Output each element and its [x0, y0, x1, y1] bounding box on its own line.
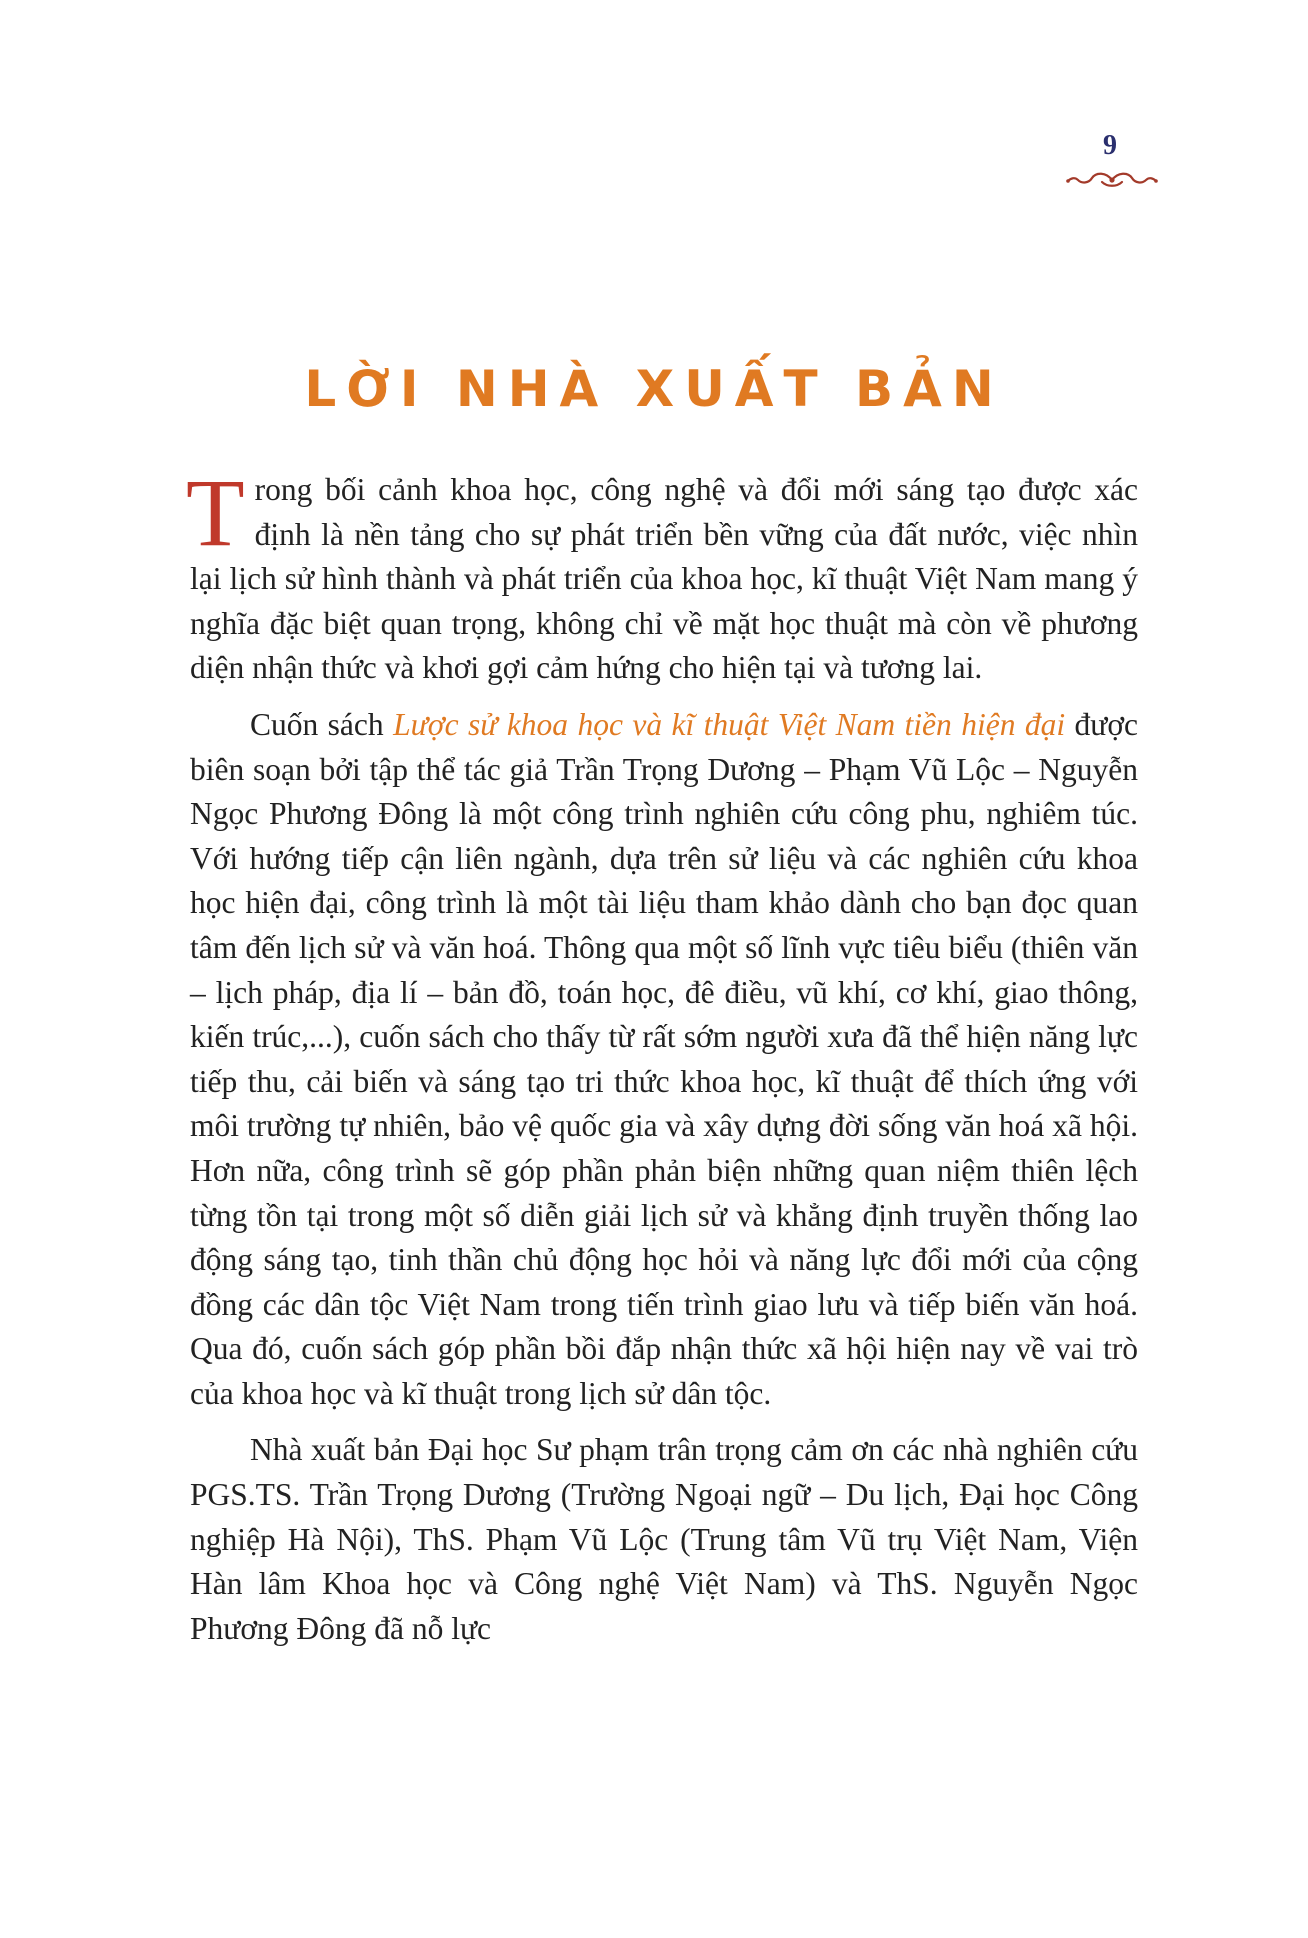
page-number: 9	[1103, 130, 1117, 161]
flourish-ornament-icon	[1062, 168, 1162, 192]
paragraph-lead: Cuốn sách	[250, 706, 394, 742]
paragraph-book-description-text: được biên soạn bởi tập thể tác giả Trần Trọng Dương – Phạm Vũ Lộc – Nguyễn Ngọc Phương Đông là một công trình nghiên cứu công phu, nghiêm túc. Với hướng tiếp cận liên ngành, dựa trên sử liệu và các nghiên cứu khoa học hiện đại, công trình là một tài liệu tham khảo dành cho bạn đọc quan tâm đến lịch sử và văn hoá. Thông qua một số lĩnh vực tiêu biểu (thiên văn – lịch pháp, địa lí – bản đồ, toán học, đê điều, vũ khí, cơ khí, giao thông, kiến trúc,...), cuốn sách cho thấy từ rất sớm người xưa đã thể hiện năng lực tiếp thu, cải biến và sáng tạo tri thức khoa học, kĩ thuật để thích ứng với môi trường tự nhiên, bảo vệ quốc gia và xây dựng đời sống văn hoá xã hội. Hơn nữa, công trình sẽ góp phần phản biện những quan niệm thiên lệch từng tồn tại trong một số diễn giải lịch sử và khẳng định truyền thống lao động sáng tạo, tinh thần chủ động học hỏi và năng lực đổi mới của cộng đồng các dân tộc Việt Nam trong tiến trình giao lưu và tiếp biến văn hoá. Qua đó, cuốn sách góp phần bồi đắp nhận thức xã hội hiện nay về vai trò của khoa học và kĩ thuật trong lịch sử dân tộc.	[190, 706, 1138, 1411]
book-title: Lược sử khoa học và kĩ thuật Việt Nam tiền hiện đại	[393, 706, 1066, 742]
drop-cap: T	[186, 459, 245, 566]
paragraph-acknowledgement-text: Nhà xuất bản Đại học Sư phạm trân trọng cảm ơn các nhà nghiên cứu PGS.TS. Trần Trọng Dương (Trường Ngoại ngữ – Du lịch, Đại học Công nghiệp Hà Nội), ThS. Phạm Vũ Lộc (Trung tâm Vũ trụ Việt Nam, Viện Hàn lâm Khoa học và Công nghệ Việt Nam) và ThS. Nguyễn Ngọc Phương Đông đã nỗ lực	[190, 1432, 1138, 1646]
body-text	[186, 459, 1138, 1663]
page-title: LỜI NHÀ XUẤT BẢN	[304, 360, 1004, 418]
paragraph-acknowledgement	[190, 1428, 1138, 1651]
paragraph-intro	[186, 459, 1138, 691]
paragraph-intro-text: rong bối cảnh khoa học, công nghệ và đổi mới sáng tạo được xác định là nền tảng cho sự phát triển bền vững của đất nước, việc nhìn lại lịch sử hình thành và phát triển của khoa học, kĩ thuật Việt Nam mang ý nghĩa đặc biệt quan trọng, không chỉ về mặt học thuật mà còn về phương diện nhận thức và khơi gợi cảm hứng cho hiện tại và tương lai.	[190, 472, 1138, 686]
paragraph-book-description	[190, 703, 1138, 1417]
